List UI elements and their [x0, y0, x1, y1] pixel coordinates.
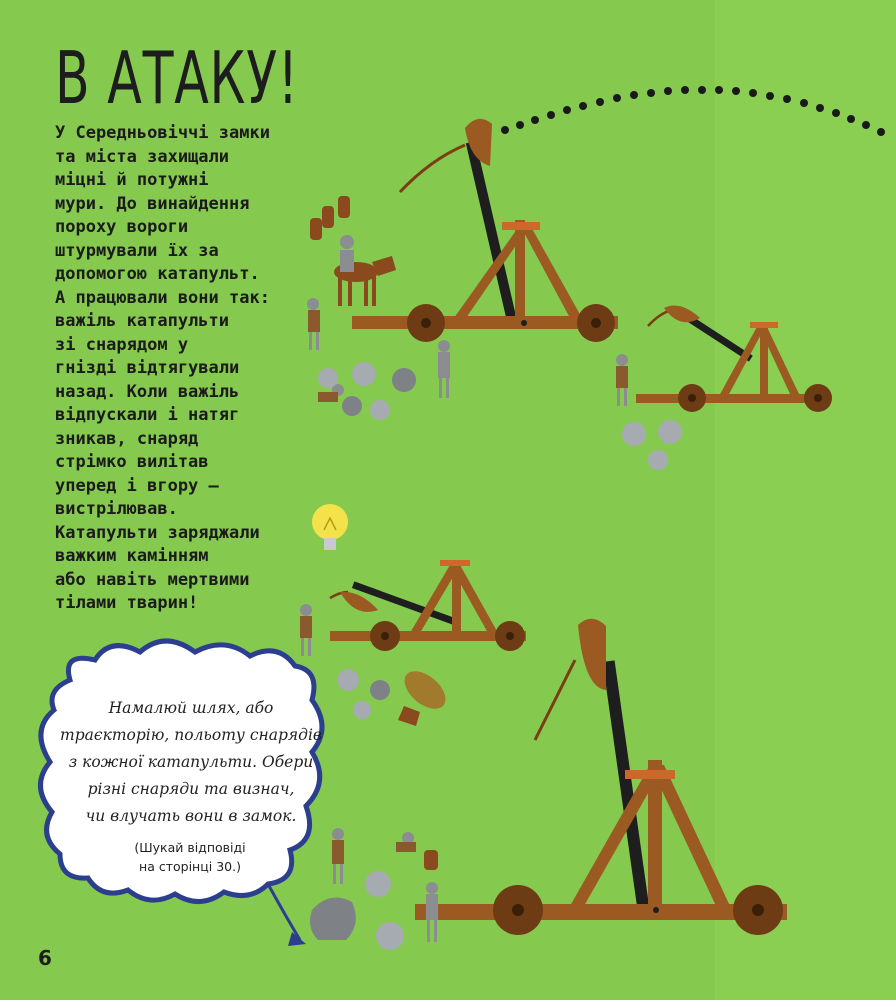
body-line: міцні й потужні: [55, 170, 209, 190]
soldier-illustration: [300, 298, 628, 942]
body-line: або навіть мертвими: [55, 569, 250, 590]
body-paragraph: [55, 122, 305, 616]
body-line: та міста захищали: [55, 146, 229, 167]
bubble-answer-note: [110, 838, 270, 876]
body-line: тілами тварин!: [55, 593, 199, 613]
bubble-line: траєкторію, польоту снарядів: [60, 726, 322, 744]
body-line: А працювали вони так:: [55, 287, 270, 308]
body-line: важіль катапульти: [55, 311, 229, 331]
light-bulb-icon: [312, 504, 348, 550]
horse-rider-illustration: [334, 235, 396, 306]
body-line: відпускали і натяг: [55, 405, 240, 425]
body-line: мури. До винайдення: [55, 193, 250, 214]
catapult-illustration: [415, 619, 787, 935]
body-line: пороху вороги: [55, 217, 189, 237]
body-line: зникав, снаряд: [55, 428, 199, 449]
stone-pile-illustration: [310, 362, 682, 950]
bubble-line: чи влучать вони в замок.: [85, 807, 297, 825]
body-line: допомогою катапульт.: [55, 264, 260, 284]
bubble-line: різні снаряди та визнач,: [87, 780, 295, 798]
catapult-illustration: [330, 560, 526, 651]
body-line: штурмували їх за: [55, 240, 219, 261]
body-line: зі снарядом у: [55, 334, 189, 355]
body-line: вистрілював.: [55, 499, 178, 519]
bubble-instructions: [60, 695, 322, 830]
body-line: У Середньовіччі замки: [55, 123, 270, 143]
catapult-illustration: [352, 119, 618, 342]
body-line: важким камінням: [55, 546, 209, 566]
body-line: Катапульти заряджали: [55, 522, 260, 543]
body-line: гнізді відтягували: [55, 358, 240, 378]
animal-carcass-illustration: [398, 664, 453, 726]
body-line: назад. Коли важіль: [55, 381, 240, 402]
page-number: 6: [38, 946, 52, 970]
body-line: уперед і вгору —: [55, 475, 219, 496]
catapult-illustration: [636, 306, 832, 412]
bubble-line: Намалюй шлях, або: [108, 699, 274, 717]
body-line: стрімко вилітав: [55, 452, 209, 472]
page-title: В АТАКУ!: [55, 36, 299, 120]
dotted-trajectory: [501, 86, 885, 136]
bubble-line: з кожної катапульти. Обери: [68, 753, 314, 771]
note-line: на сторінці 30.): [139, 859, 241, 874]
note-line: (Шукай відповіді: [134, 840, 246, 855]
